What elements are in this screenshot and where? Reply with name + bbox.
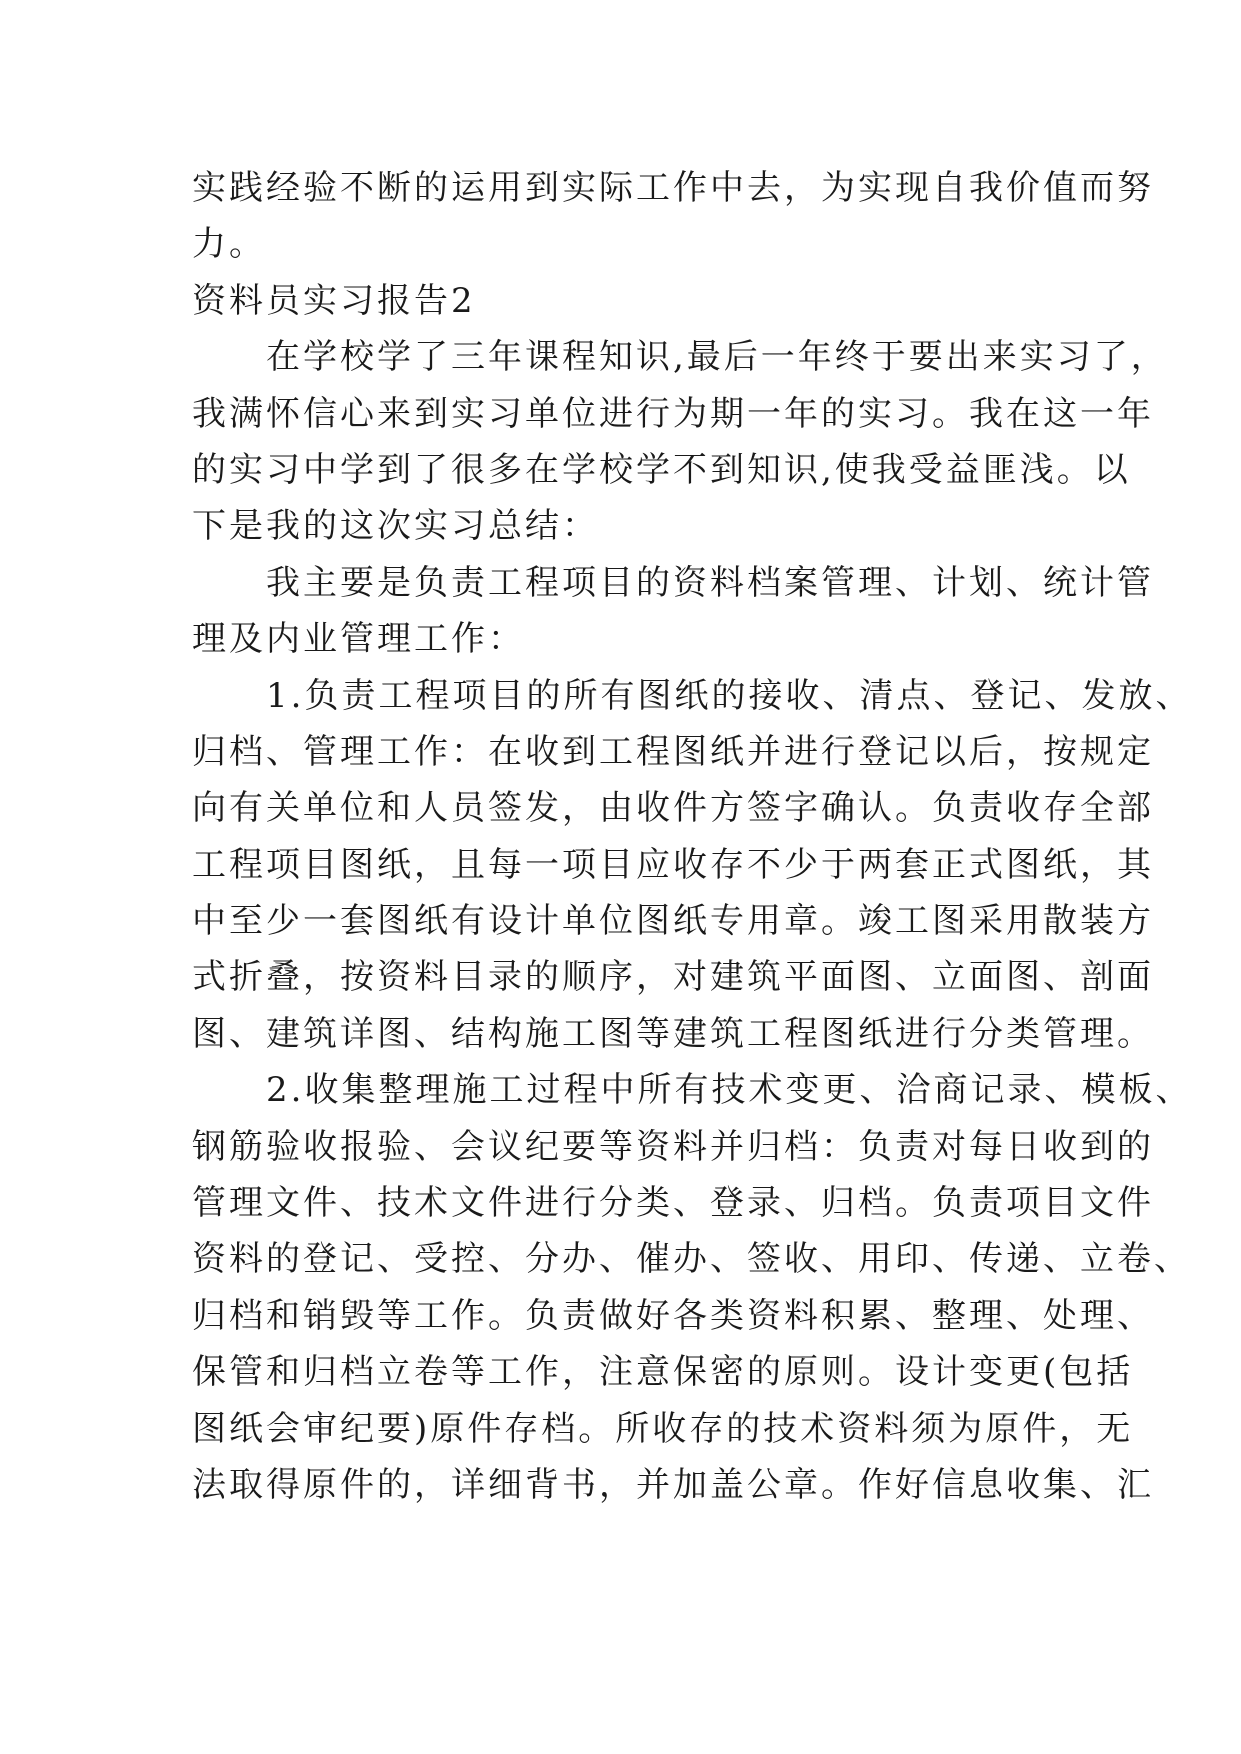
text-line: 管理文件、技术文件进行分类、登录、归档。负责项目文件 [192,1183,1154,1224]
text-line: 下是我的这次实习总结： [192,506,599,547]
text-line: 图、建筑详图、结构施工图等建筑工程图纸进行分类管理。 [192,1013,1154,1054]
text-line: 力。 [192,224,266,265]
text-line: 钢筋验收报验、会议纪要等资料并归档：负责对每日收到的 [192,1126,1154,1167]
text-line: 保管和归档立卷等工作，注意保密的原则。设计变更(包括 [192,1352,1134,1393]
section-heading: 资料员实习报告2 [192,280,476,321]
text-line: 在学校学了三年课程知识,最后一年终于要出来实习了， [192,337,1168,378]
text-line: 中至少一套图纸有设计单位图纸专用章。竣工图采用散装方 [192,901,1154,942]
text-line: 理及内业管理工作： [192,619,525,660]
text-line: 1.负责工程项目的所有图纸的接收、清点、登记、发放、 [192,675,1193,716]
text-line: 向有关单位和人员签发，由收件方签字确认。负责收存全部 [192,788,1154,829]
text-line: 我满怀信心来到实习单位进行为期一年的实习。我在这一年 [192,393,1154,434]
text-line: 图纸会审纪要)原件存档。所收存的技术资料须为原件，无 [192,1408,1134,1449]
text-line: 的实习中学到了很多在学校学不到知识,使我受益匪浅。以 [192,449,1131,490]
text-line: 式折叠，按资料目录的顺序，对建筑平面图、立面图、剖面 [192,957,1154,998]
text-line: 归档和销毁等工作。负责做好各类资料积累、整理、处理、 [192,1295,1154,1336]
text-line: 2.收集整理施工过程中所有技术变更、洽商记录、模板、 [192,1070,1193,1111]
text-line: 工程项目图纸，且每一项目应收存不少于两套正式图纸，其 [192,844,1154,885]
text-line: 资料的登记、受控、分办、催办、签收、用印、传递、立卷、 [192,1239,1191,1280]
text-line: 我主要是负责工程项目的资料档案管理、计划、统计管 [192,562,1154,603]
text-line: 法取得原件的，详细背书，并加盖公章。作好信息收集、汇 [192,1464,1154,1505]
text-line: 归档、管理工作：在收到工程图纸并进行登记以后，按规定 [192,731,1154,772]
body-text [192,160,1193,1513]
text-line: 实践经验不断的运用到实际工作中去，为实现自我价值而努 [192,168,1154,208]
